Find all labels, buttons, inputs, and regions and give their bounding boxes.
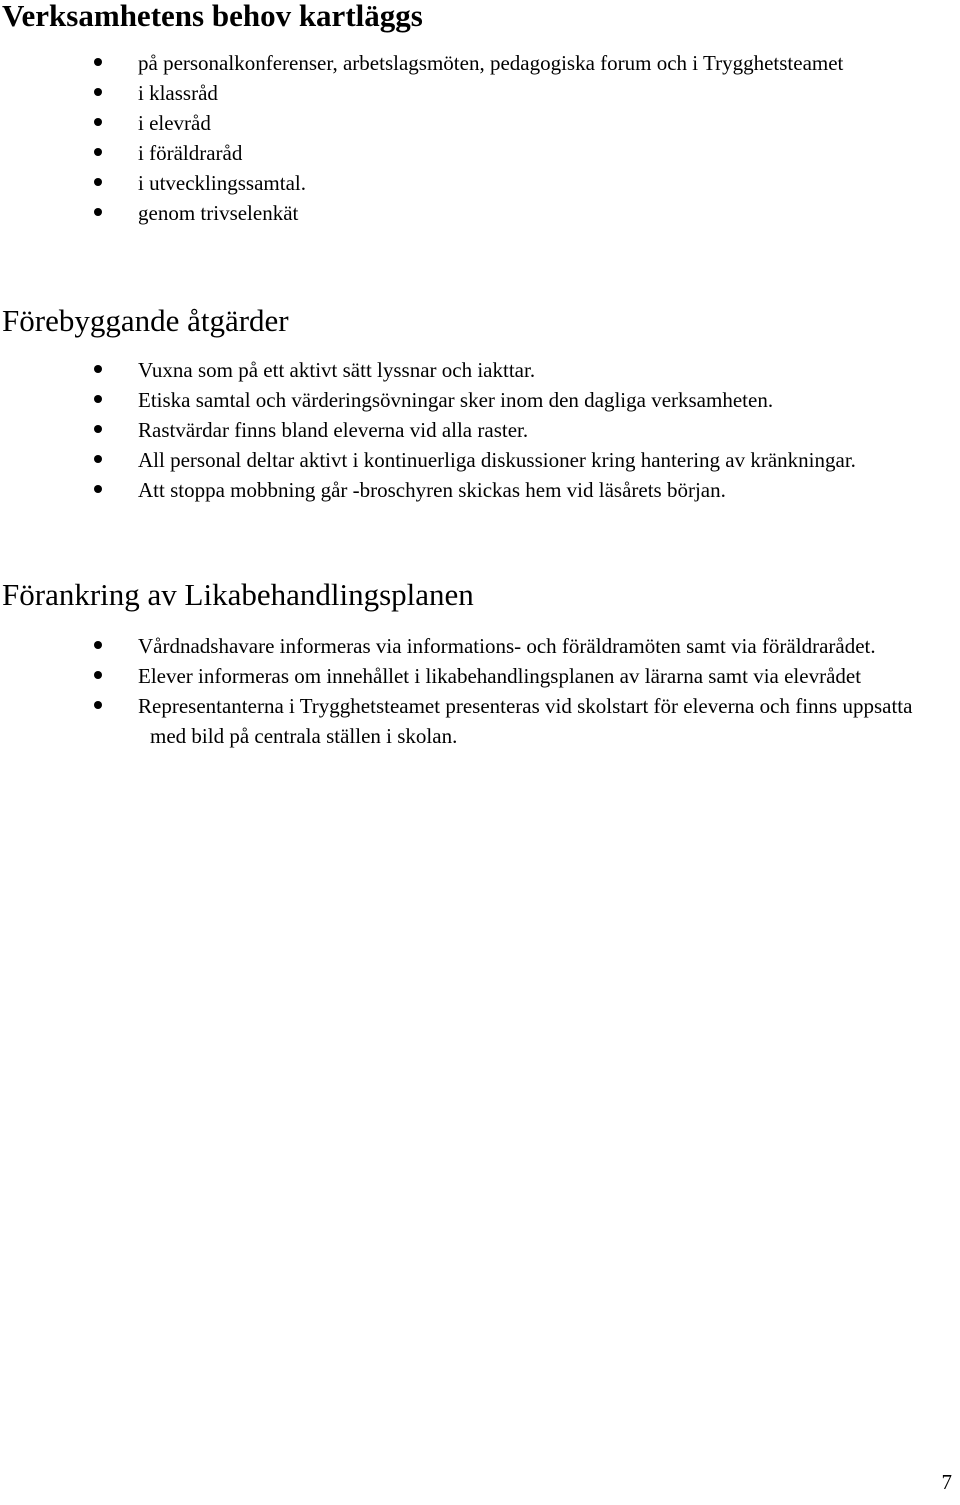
list-item-text: Vårdnadshavare informeras via informations- och föräldramöten samt via föräldrarådet. <box>138 634 876 658</box>
list-item-text: Att stoppa mobbning går -broschyren skickas hem vid läsårets början. <box>138 478 726 502</box>
bullet-icon <box>94 701 102 709</box>
list-item <box>0 475 960 505</box>
list-item <box>0 355 960 385</box>
list-item <box>0 661 960 691</box>
bullet-icon <box>94 148 102 156</box>
list-item-text: Vuxna som på ett aktivt sätt lyssnar och iakttar. <box>138 358 536 382</box>
list-item-text: Elever informeras om innehållet i likabehandlingsplanen av lärarna samt via elevrådet <box>138 664 862 688</box>
bullet-icon <box>94 178 102 186</box>
bullet-icon <box>94 395 102 403</box>
bullet-icon <box>94 425 102 433</box>
section-heading: Förebyggande åtgärder <box>2 303 289 338</box>
section-heading: Förankring av Likabehandlingsplanen <box>2 577 474 612</box>
bullet-list <box>0 355 960 505</box>
list-item-text: Representanterna i Trygghetsteamet presenteras vid skolstart för eleverna och finns uppsatta med bild på centrala ställen i skolan. <box>138 694 913 748</box>
list-item-text: i klassråd <box>138 81 218 105</box>
list-item <box>0 48 960 78</box>
list-item-text: Rastvärdar finns bland eleverna vid alla raster. <box>138 418 529 442</box>
list-item-text: i elevråd <box>138 111 211 135</box>
bullet-list <box>0 631 960 751</box>
bullet-icon <box>94 455 102 463</box>
list-item-text: genom trivselenkät <box>138 201 299 225</box>
list-item <box>0 445 960 475</box>
section-forebyggande-atgarder <box>0 305 960 505</box>
bullet-icon <box>94 88 102 96</box>
list-item <box>0 198 960 228</box>
list-item-text: i föräldraråd <box>138 141 243 165</box>
list-item <box>0 631 960 661</box>
bullet-list <box>0 48 960 228</box>
list-item <box>0 691 960 751</box>
list-item <box>0 168 960 198</box>
list-item-text: på personalkonferenser, arbetslagsmöten, pedagogiska forum och i Trygghetsteamet <box>138 51 844 75</box>
bullet-icon <box>94 485 102 493</box>
list-item <box>0 108 960 138</box>
list-item <box>0 138 960 168</box>
list-item <box>0 385 960 415</box>
bullet-icon <box>94 641 102 649</box>
section-heading: Verksamhetens behov kartläggs <box>2 0 423 33</box>
bullet-icon <box>94 118 102 126</box>
list-item-text: i utvecklingssamtal. <box>138 171 306 195</box>
bullet-icon <box>94 58 102 66</box>
bullet-icon <box>94 365 102 373</box>
page-number: 7 <box>941 1470 952 1494</box>
list-item <box>0 415 960 445</box>
list-item <box>0 78 960 108</box>
section-verksamhetens-behov <box>0 0 960 228</box>
section-forankring-likabehandlingsplanen <box>0 579 960 751</box>
list-item-text: Etiska samtal och värderingsövningar sker inom den dagliga verksamheten. <box>138 388 774 412</box>
bullet-icon <box>94 671 102 679</box>
list-item-text: All personal deltar aktivt i kontinuerliga diskussioner kring hantering av kränkningar. <box>138 448 856 472</box>
bullet-icon <box>94 208 102 216</box>
